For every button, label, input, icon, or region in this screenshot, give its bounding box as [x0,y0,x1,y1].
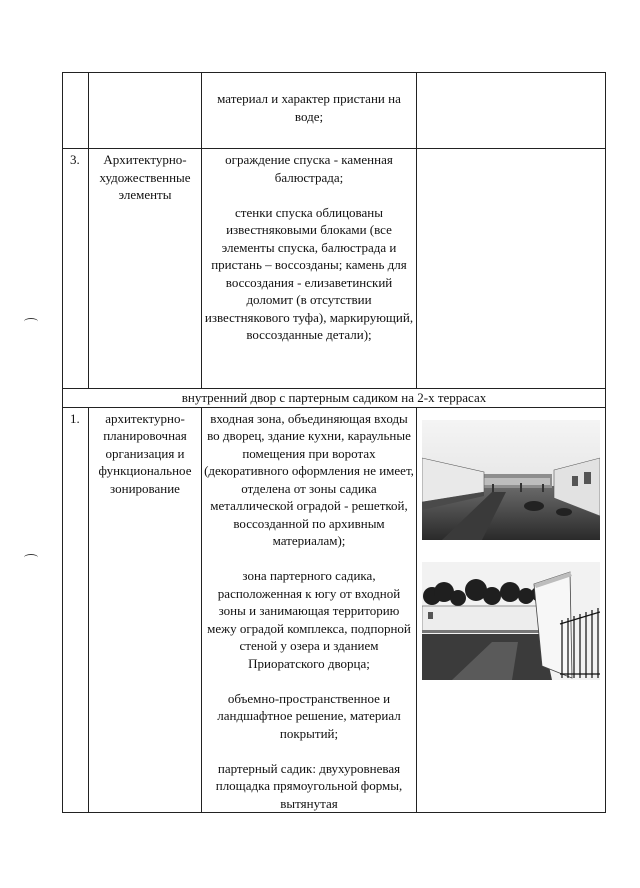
row-number: 3. [63,149,89,389]
row-number: 1. [63,407,89,813]
section-header-row [63,389,606,408]
description-paragraph: объемно-пространственное и ландшафтное решение, материал покрытий; [217,690,401,741]
element-description [202,149,417,389]
section-header: внутренний двор с партерным садиком на 2-х террасах [63,389,606,408]
image-cell [417,407,606,813]
element-description [202,407,417,813]
margin-mark [24,554,38,561]
monument-subject-table [62,72,606,813]
element-name: архитектурно-планировочная организация и функциональное зонирование [89,407,202,813]
image-cell [417,73,606,149]
description-paragraph: ограждение спуска - каменная балюстрада; [225,152,393,185]
row-number [63,73,89,149]
description-paragraph: входная зона, объединяющая входы во дворец, здание кухни, караульные помещения при воротах (декоративного оформления не имеет, отделена от зоны садика металлической оградой - решеткой, воссозданной по архивным материалам); [204,410,414,548]
description-paragraph: партерный садик: двухуровневая площадка прямоугольной формы, вытянутая [215,760,403,811]
parterre-garden-photo [422,562,600,680]
description-paragraph: зона партерного садика, расположенная к югу от входной зоны и занимающая территорию межу оградой комплекса, подпорной стеной у озера и зданием Приоратского дворца; [207,568,411,671]
description-paragraph: материал и характер пристани на воде; [217,91,401,124]
table-row [63,407,606,813]
courtyard-entrance-photo [422,420,600,540]
element-name [89,73,202,149]
table-row [63,149,606,389]
element-description [202,73,417,149]
element-name: Архитектурно-художественные элементы [89,149,202,389]
description-paragraph: стенки спуска облицованы известняковыми блоками (все элементы спуска, балюстрада и пристань – воссозданы; камень для воссоздания - елизаветинский доломит (в отсутствии известнякового туфа), маркирующий, воссозданные детали); [204,204,414,342]
table-row [63,73,606,149]
margin-mark [24,318,38,325]
image-cell [417,149,606,389]
